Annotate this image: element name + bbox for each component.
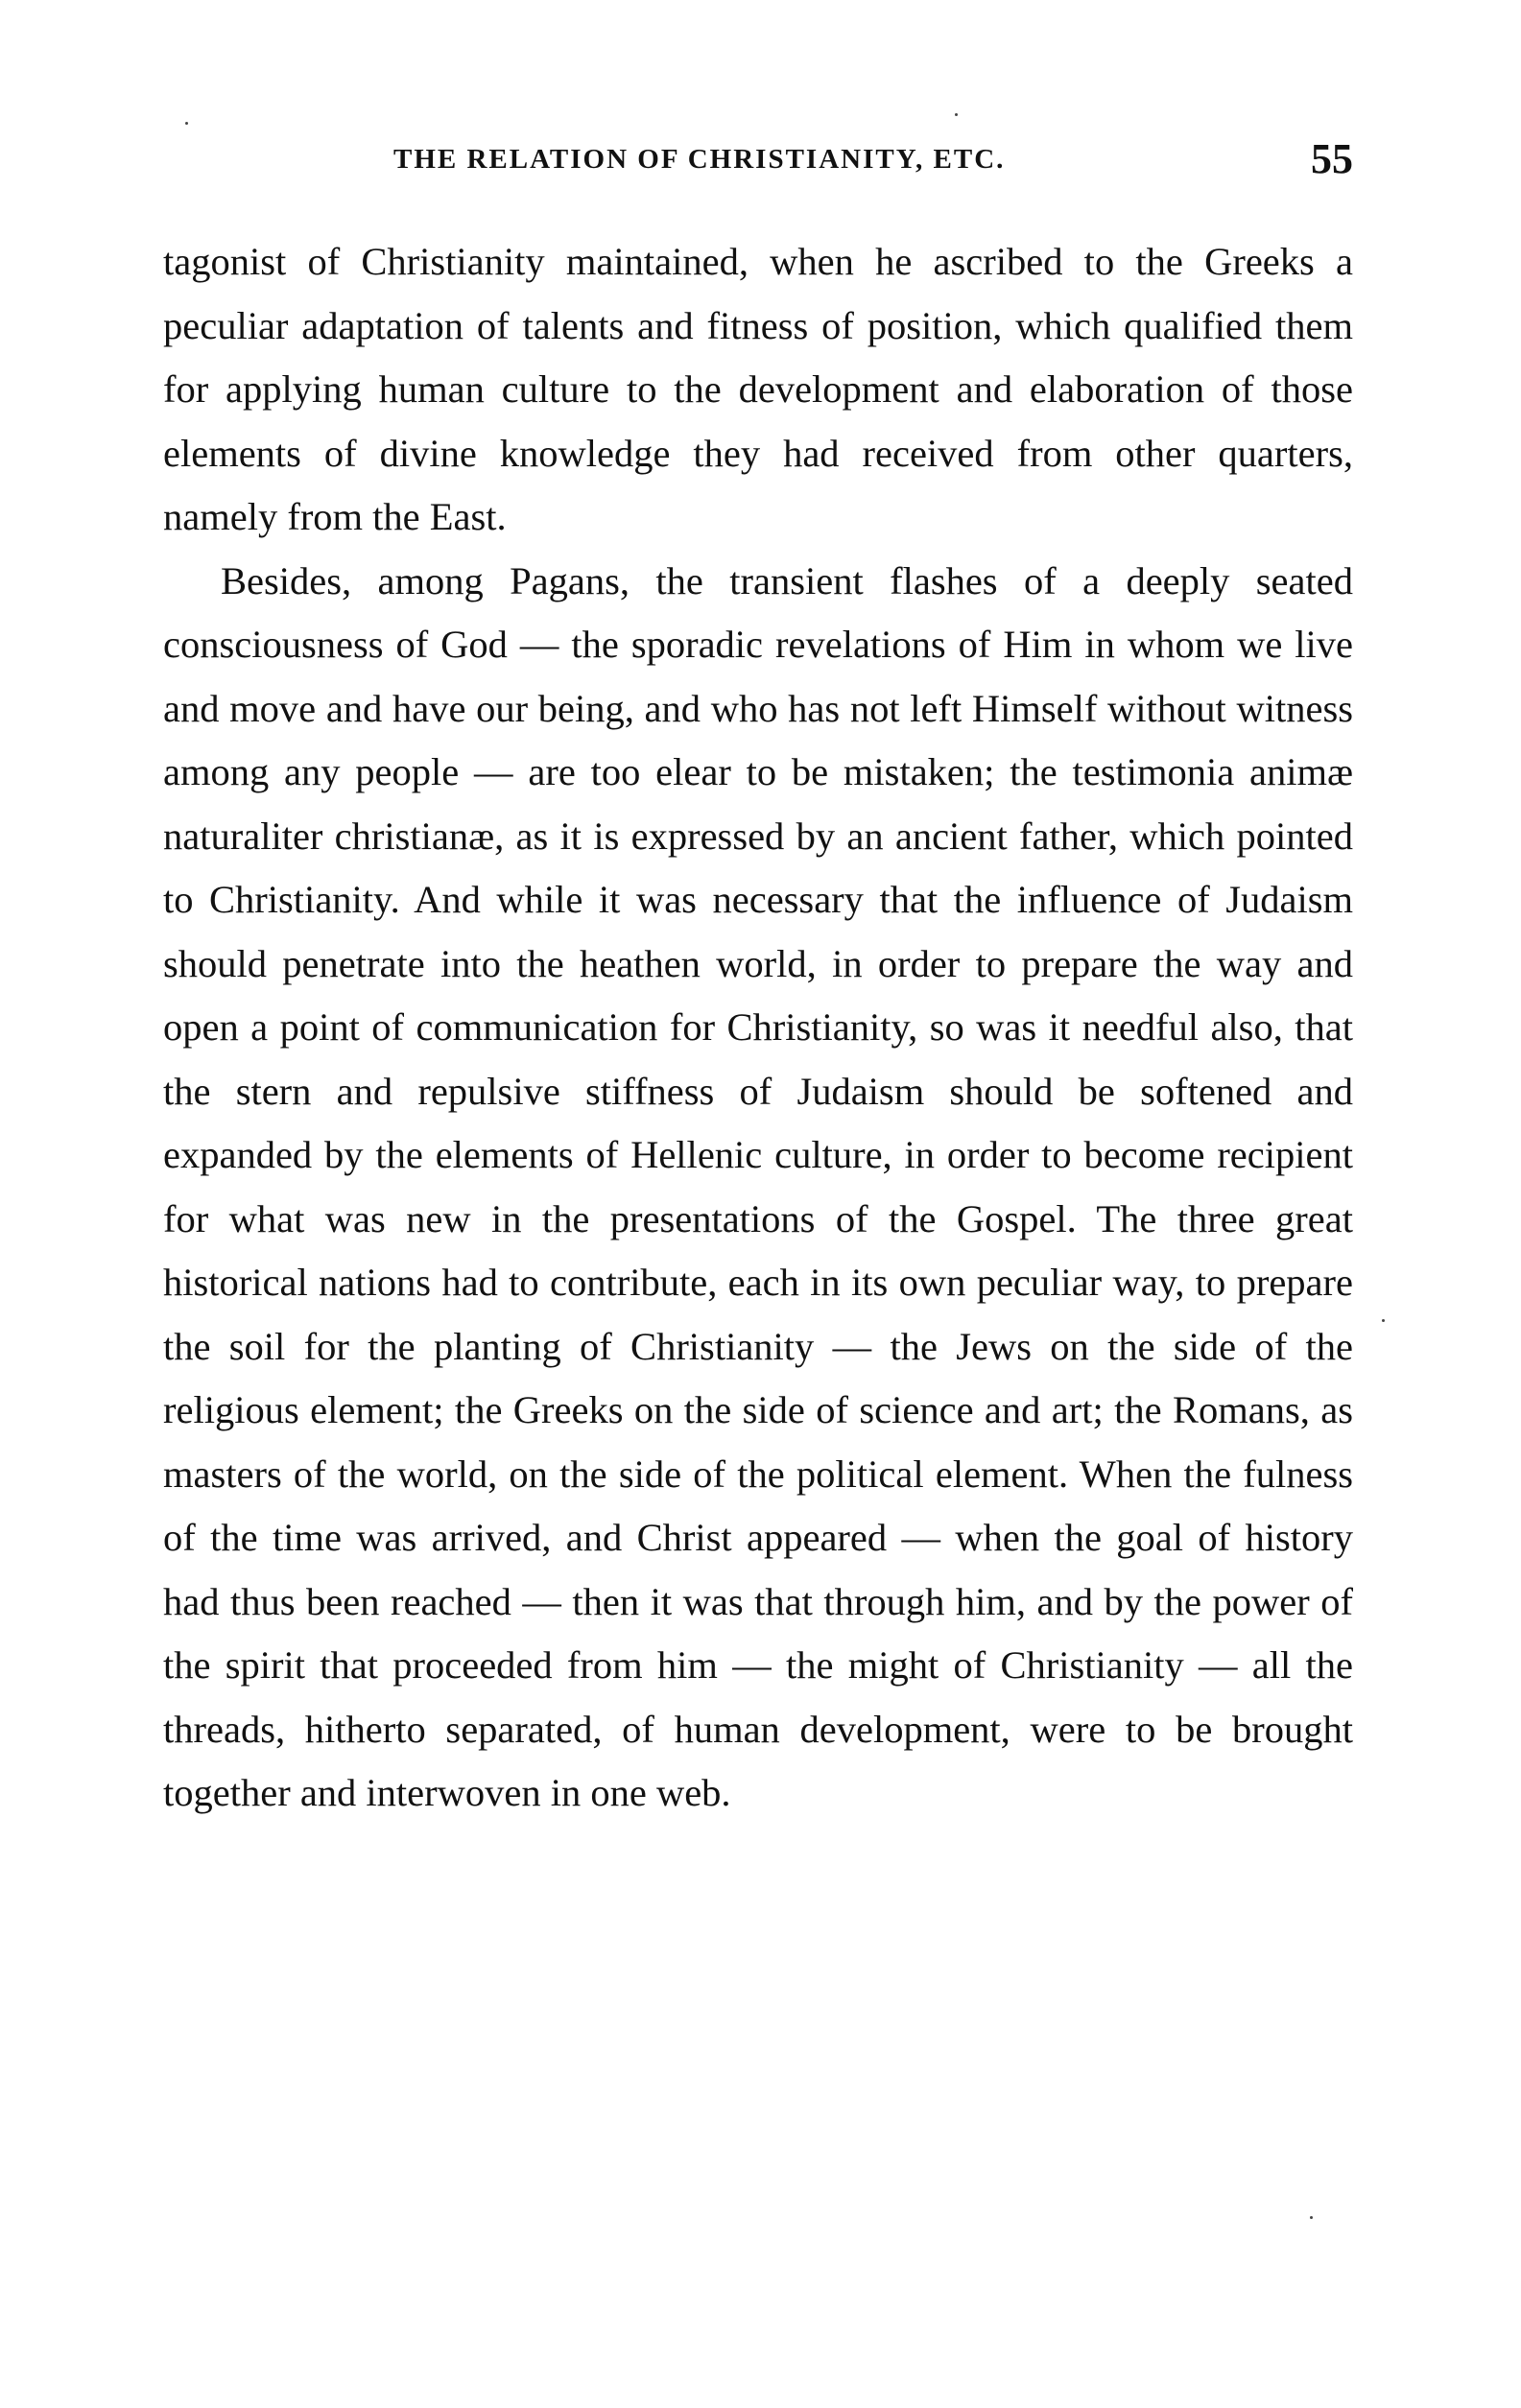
print-speck [955,113,958,116]
page-number: 55 [1311,135,1353,182]
running-header [163,134,1353,192]
paragraph: Besides, among Pagans, the transient flashes of a deeply seated consciousness of God — the sporadic revelations of Him in whom we live and move and have our being, and who has not left Himself without witness among any people — are too elear to be mistaken; the testimonia animæ naturaliter christianæ, as it is expressed by an ancient father, which pointed to Christianity. And while it was necessary that the influence of Judaism should penetrate into the heathen world, in order to prepare the way and open a point of communication for Christianity, so was it needful also, that the stern and repulsive stiffness of Judaism should be softened and expanded by the elements of Hellenic culture, in order to become recipient for what was new in the presentations of the Gospel. The three great historical nations had to contribute, each in its own peculiar way, to prepare the soil for the planting of Christianity — the Jews on the side of the religious element; the Greeks on the side of science and art; the Romans, as masters of the world, on the side of the political element. When the fulness of the time was arrived, and Christ appeared — when the goal of history had thus been reached — then it was that through him, and by the power of the spirit that proceeded from him — the might of Christianity — all the threads, hitherto separated, of human development, were to be brought together and interwoven in one web. [163,558,1353,1814]
print-speck [1382,1319,1385,1322]
print-speck [1310,2216,1313,2219]
paragraph-continuation: tagonist of Christianity maintained, when he ascribed to the Greeks a peculiar adaptation of talents and fitness of position, which qualified them for applying human culture to the development and elaboration of those elements of divine knowledge they had received from other quarters, namely from the East. [163,240,1353,538]
running-title: THE RELATION OF CHRISTIANITY, ETC. [393,144,1006,175]
body-text [163,230,1353,1826]
print-speck [185,122,188,125]
